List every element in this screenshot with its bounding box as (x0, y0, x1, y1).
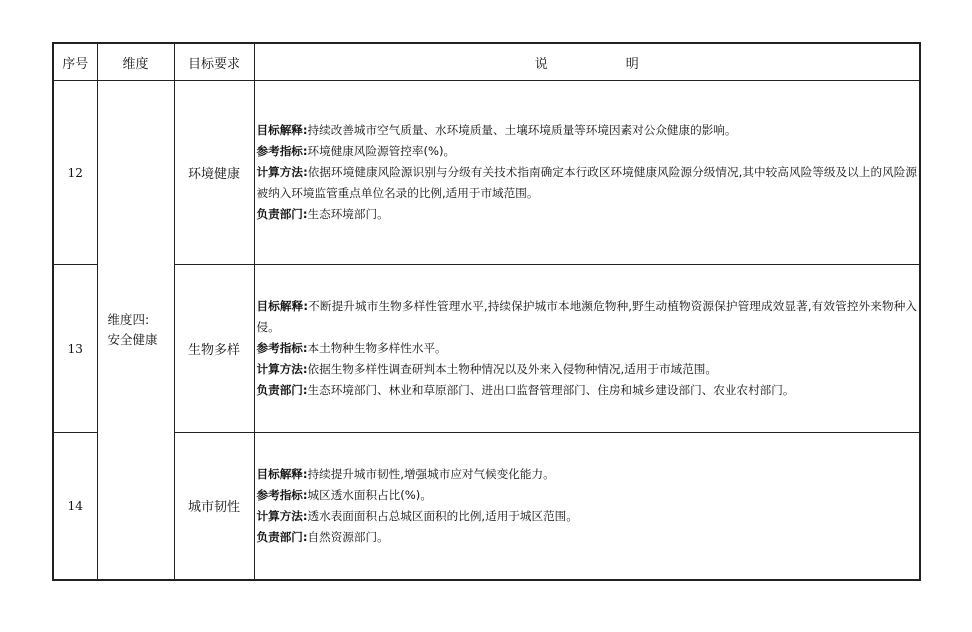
desc-text: 本土物种生物多样性水平。 (307, 341, 447, 355)
desc-text: 自然资源部门。 (307, 529, 389, 544)
table-row (53, 265, 920, 433)
header-dimension: 维度 (97, 43, 174, 81)
desc-line (257, 120, 918, 141)
desc-text: 环境健康风险源管控率(%)。 (307, 144, 456, 158)
dimension-line-1: 维度四: (107, 311, 150, 327)
desc-line (257, 506, 918, 527)
header-goal: 目标要求 (174, 43, 254, 81)
table-row (53, 433, 920, 580)
desc-text: 不断提升城市生物多样性管理水平,持续保护城市本地濒危物种,野生动植物资源保护管理成效显著,有效管控外来物种入侵。 (256, 299, 918, 334)
desc-text: 生态环境部门、林业和草原部门、进出口监督管理部门、住房和城乡建设部门、农业农村部门。 (307, 383, 795, 397)
desc-label: 负责部门: (256, 529, 308, 544)
desc-label: 参考指标: (256, 487, 308, 502)
desc-line (257, 204, 918, 225)
header-no: 序号 (53, 43, 97, 81)
row-number: 13 (53, 265, 97, 433)
dimension-cell (97, 81, 174, 580)
desc-line (257, 141, 918, 162)
description-cell (254, 433, 920, 580)
desc-line (257, 464, 918, 485)
desc-label: 目标解释: (256, 299, 309, 313)
desc-label: 参考指标: (256, 144, 308, 158)
desc-label: 计算方法: (256, 362, 308, 376)
desc-text: 透水表面面积占总城区面积的比例,适用于城区范围。 (307, 508, 578, 523)
desc-line (257, 162, 918, 204)
desc-label: 计算方法: (256, 165, 308, 179)
row-number: 12 (53, 81, 97, 265)
table-row (53, 81, 920, 265)
goal-cell: 生物多样 (174, 265, 254, 433)
goal-cell: 城市韧性 (174, 433, 254, 580)
desc-label: 负责部门: (256, 207, 308, 221)
description-cell (254, 265, 920, 433)
desc-text: 持续提升城市韧性,增强城市应对气候变化能力。 (307, 466, 555, 481)
desc-text: 城区透水面积占比(%)。 (307, 487, 432, 502)
row-number: 14 (53, 433, 97, 580)
desc-text: 依据生物多样性调查研判本土物种情况以及外来入侵物种情况,适用于市域范围。 (307, 362, 717, 376)
desc-line (257, 296, 918, 338)
desc-line (257, 380, 918, 401)
goal-cell: 环境健康 (174, 81, 254, 265)
desc-label: 计算方法: (256, 508, 308, 523)
desc-line (257, 359, 918, 380)
dimension-line-2: 安全健康 (107, 331, 158, 347)
description-cell (254, 81, 920, 265)
header-row (53, 43, 920, 81)
indicator-table (52, 42, 921, 581)
desc-label: 参考指标: (256, 341, 308, 355)
desc-line (257, 485, 918, 506)
desc-label: 目标解释: (256, 466, 308, 481)
desc-line (257, 338, 918, 359)
desc-line (257, 527, 918, 548)
desc-text: 依据环境健康风险源识别与分级有关技术指南确定本行政区环境健康风险源分级情况,其中较高风险等级及以上的风险源被纳入环境监管重点单位名录的比例,适用于市域范围。 (256, 165, 917, 200)
desc-text: 生态环境部门。 (307, 207, 389, 221)
desc-text: 持续改善城市空气质量、水环境质量、土壤环境质量等环境因素对公众健康的影响。 (307, 123, 737, 137)
desc-label: 负责部门: (256, 383, 308, 397)
header-description: 说明 (254, 43, 920, 81)
desc-label: 目标解释: (256, 123, 308, 137)
